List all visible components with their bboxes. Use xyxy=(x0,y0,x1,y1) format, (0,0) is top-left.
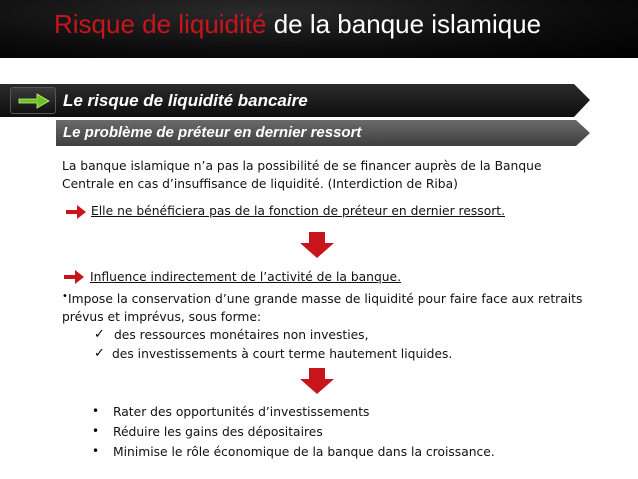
secondary-banner-label: Le problème de préteur en dernier ressort xyxy=(63,124,362,141)
consequence-item: Minimise le rôle économique de la banque dans la croissance. xyxy=(113,445,495,459)
check-item: des investissements à court terme hautement liquides. xyxy=(112,347,453,361)
list-bullet: • xyxy=(92,424,100,438)
primary-banner-label: Le risque de liquidité bancaire xyxy=(63,91,308,110)
red-down-arrow-icon xyxy=(300,232,334,258)
check-icon: ✓ xyxy=(94,346,105,361)
intro-line-1: La banque islamique n’a pas la possibilité de se financer auprès de la Banque xyxy=(62,159,542,173)
impose-line-2: prévus et imprévus, sous forme: xyxy=(62,310,262,324)
arrow-icon-box xyxy=(10,87,56,114)
red-right-arrow-icon xyxy=(64,270,84,284)
title-accent: Risque de liquidité xyxy=(54,9,267,39)
red-right-arrow-icon xyxy=(66,205,86,219)
impose-line-1: Impose la conservation d’une grande masse de liquidité pour faire face aux retraits xyxy=(68,292,583,306)
consequence-item: Rater des opportunités d’investissements xyxy=(113,405,370,419)
intro-line-2: Centrale en cas d’insuffisance de liquidité. (Interdiction de Riba) xyxy=(62,177,458,191)
green-arrow-icon xyxy=(17,92,51,110)
list-bullet: • xyxy=(92,404,100,418)
impose-bullet: • xyxy=(62,291,68,302)
check-item: des ressources monétaires non investies, xyxy=(114,328,369,342)
arrow-point-1: Elle ne bénéficiera pas de la fonction de préteur en dernier ressort. xyxy=(91,204,506,218)
consequence-item: Réduire les gains des dépositaires xyxy=(113,425,323,439)
red-down-arrow-icon xyxy=(300,368,334,394)
list-bullet: • xyxy=(92,444,100,458)
check-icon: ✓ xyxy=(94,327,105,342)
slide-title xyxy=(54,9,541,40)
title-rest: de la banque islamique xyxy=(266,9,542,39)
arrow-point-2: Influence indirectement de l’activité de la banque. xyxy=(90,270,402,284)
